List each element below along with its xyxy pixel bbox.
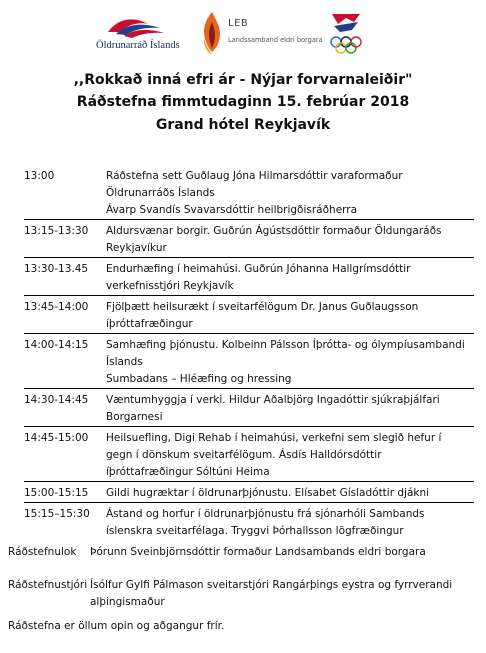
conference-venue: Grand hótel Reykjavík: [155, 117, 331, 133]
agenda-row: [24, 261, 474, 296]
agenda-item: Ástand og horfur í öldrunarþjónustu frá sjónarhóli Sambands íslenskra sveitarfélaga. Tryggvi Þórhallsson lögfræðingur: [106, 508, 425, 537]
closing-row: [8, 544, 478, 561]
agenda-time: 13:15-13:30: [24, 225, 89, 237]
agenda-row: [24, 168, 474, 202]
agenda-item: Ávarp Svandís Svavarsdóttir heilbrigðisráðherra: [106, 204, 358, 216]
agenda-time: 13:00: [24, 170, 55, 182]
agenda-time: 14:30-14:45: [24, 394, 89, 406]
agenda-time: [24, 371, 106, 388]
agenda-list: [24, 168, 474, 540]
agenda-row: [24, 430, 474, 482]
agenda-row: [24, 223, 474, 258]
chair-row: [8, 577, 478, 611]
agenda-row: [24, 506, 474, 540]
agenda-item: Sumbadans – Hléæfing og hressing: [106, 373, 292, 385]
closing-text: Þórunn Sveinbjörnsdóttir formaður Landsambands eldri borgara: [90, 546, 426, 558]
admission-note: Ráðstefna er öllum opin og aðgangur frír.: [8, 620, 225, 632]
conference-date: Ráðstefna fimmtudaginn 15. febrúar 2018: [76, 94, 410, 110]
agenda-time: 15:15–15:30: [24, 508, 90, 520]
agenda-time: 13:30-13.45: [24, 263, 89, 275]
flame-icon: [198, 8, 226, 56]
isi-logo: [324, 8, 368, 58]
agenda-row: [24, 337, 474, 371]
agenda-item: Ráðstefna sett Guðlaug Jóna Hilmarsdóttir varaformaður Öldrunarráðs Íslands: [106, 170, 403, 199]
agenda-row: [24, 392, 474, 427]
conference-title: ,,Rokkað inná efri ár - Nýjar forvarnaleiðir": [73, 72, 413, 88]
agenda-time: [24, 202, 106, 219]
agenda-time: 14:45-15:00: [24, 432, 89, 444]
oldrunarrad-emblem-icon: [100, 12, 172, 40]
agenda-row: [24, 485, 474, 503]
agenda-item: Væntumhyggja í verki. Hildur Aðalbjörg Ingadóttir sjúkraþjálfari Borgarnesi: [106, 394, 440, 423]
agenda-item: Fjölþætt heilsurækt í sveitarfélögum Dr. Janus Guðlaugsson íþróttafræðingur: [106, 301, 419, 330]
closing-label: Ráðstefnulok: [8, 546, 77, 558]
leb-name: Landssamband eldri borgara: [228, 36, 323, 44]
agenda-item: Gildi hugræktar í öldrunarþjónustu. Elísabet Gísladóttir djákni: [106, 487, 430, 499]
agenda-item: Samhæfing þjónustu. Kolbeinn Pálsson Íþrótta- og ólympíusambandi Íslands: [106, 339, 465, 368]
agenda-item: Heilsuefling, Digi Rehab í heimahúsi, verkefni sem slegið hefur í gegn í dönskum sveitarfélögum. Ásdís Halldórsdóttir íþróttafræðingur Sóltúni Heima: [106, 432, 442, 478]
agenda-row: [24, 202, 474, 220]
chair-text: Ísólfur Gylfi Pálmason sveitarstjóri Rangárþings eystra og fyrrverandi alþingismaður: [90, 579, 453, 608]
agenda-time: 13:45-14:00: [24, 301, 89, 313]
olympic-emblem-icon: [324, 8, 368, 58]
agenda-item: Endurhæfing í heimahúsi. Guðrún Jóhanna Hallgrímsdóttir verkefnisstjóri Reykjavík: [106, 263, 411, 292]
leb-abbrev: LEB: [228, 18, 249, 29]
oldrunarrad-logo: [96, 12, 180, 56]
logo-bar: [0, 6, 486, 58]
agenda-row: [24, 299, 474, 334]
leb-logo: [198, 8, 323, 56]
agenda-time: 14:00-14:15: [24, 339, 89, 351]
agenda-time: 15:00-15:15: [24, 487, 89, 499]
agenda-row: [24, 371, 474, 389]
agenda-item: Aldursvænar borgir. Guðrún Ágústsdóttir formaður Öldungaráðs Reykjavíkur: [106, 225, 442, 254]
chair-label: Ráðstefnustjóri: [8, 579, 88, 591]
oldrunarrad-caption: Öldrunarráð Íslands: [96, 40, 180, 51]
